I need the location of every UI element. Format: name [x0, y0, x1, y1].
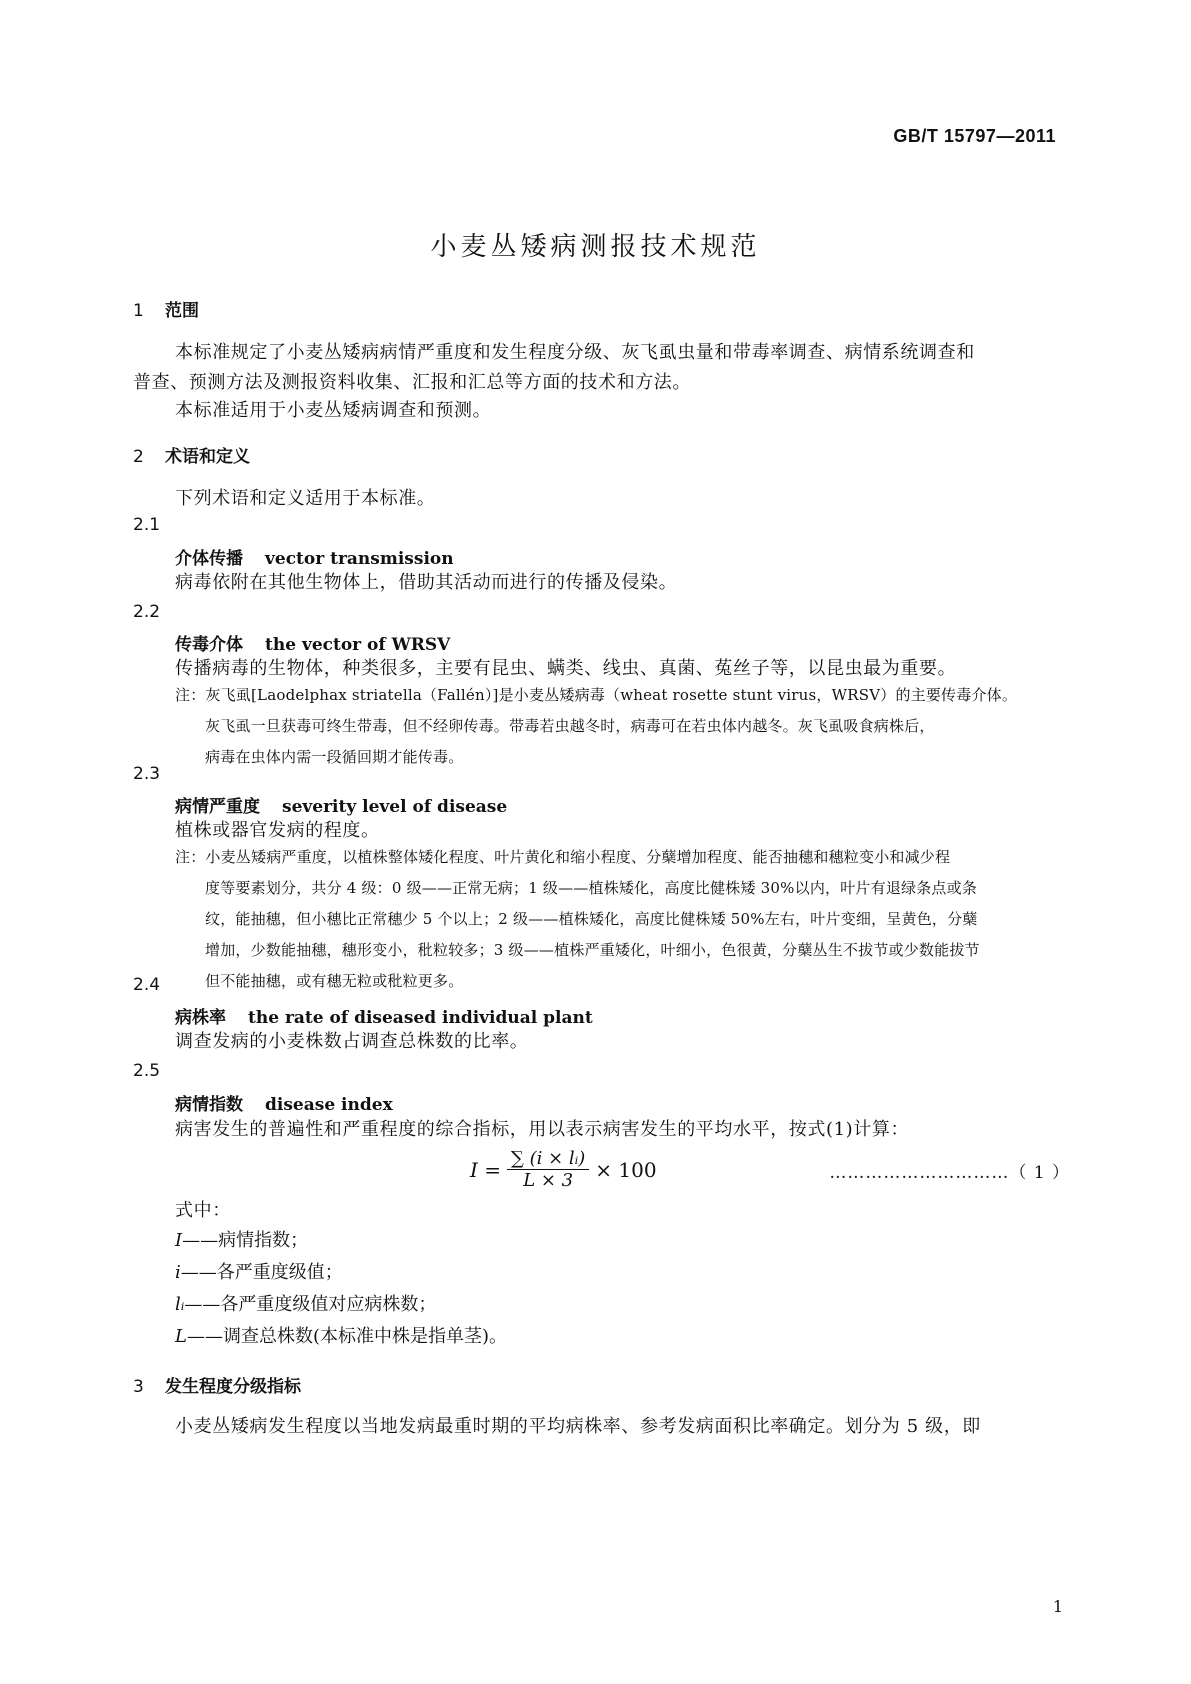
section-title: 范围 — [165, 301, 199, 321]
formula-factor: × 100 — [595, 1157, 657, 1182]
note — [175, 842, 1065, 997]
term-number: 2.1 — [133, 515, 161, 535]
section-number: 2 — [133, 447, 144, 467]
formula — [470, 1148, 657, 1191]
term-en: the vector of WRSV — [265, 635, 451, 655]
variable-desc: ——调查总株数(本标准中株是指单茎)。 — [186, 1326, 507, 1347]
variable-definition — [175, 1290, 436, 1316]
section-title: 术语和定义 — [165, 447, 250, 467]
formula-row — [470, 1148, 1070, 1198]
document-title: 小麦丛矮病测报技术规范 — [430, 232, 761, 262]
page-number: 1 — [1052, 1597, 1063, 1616]
note-line: 增加，少数能抽穗，穗形变小，秕粒较多；3 级——植株严重矮化，叶细小，色很黄，分蘖丛生不拔节或少数能拔节 — [205, 941, 980, 959]
term-definition: 植株或器官发病的程度。 — [175, 820, 380, 841]
paragraph: 下列术语和定义适用于本标准。 — [175, 488, 436, 509]
variable-desc: ——各严重度级值； — [180, 1262, 343, 1283]
variable-symbol: L — [175, 1326, 187, 1347]
term-definition: 传播病毒的生物体，种类很多，主要有昆虫、螨类、线虫、真菌、菟丝子等，以昆虫最为重要。 — [175, 658, 957, 679]
term-definition: 调查发病的小麦株数占调查总株数的比率。 — [175, 1031, 529, 1052]
formula-numerator: ∑ (i × lᵢ) — [507, 1148, 589, 1170]
note-line: 病毒在虫体内需一段循回期才能传毒。 — [205, 748, 464, 766]
term-en: severity level of disease — [282, 797, 508, 817]
note-line: 但不能抽穗，或有穗无粒或秕粒更多。 — [205, 972, 464, 990]
paragraph: 本标准规定了小麦丛矮病病情严重度和发生程度分级、灰飞虱虫量和带毒率调查、病情系统调查和 — [175, 342, 975, 363]
note-line: 纹，能抽穗，但小穗比正常穗少 5 个以上；2 级——植株矮化，高度比健株矮 50%左右，叶片变细，呈黄色，分蘖 — [205, 910, 978, 928]
standard-code: GB/T 15797—2011 — [893, 126, 1056, 146]
term-zh: 介体传播 — [175, 549, 243, 569]
term-number: 2.3 — [133, 764, 161, 784]
term-zh: 病株率 — [175, 1008, 226, 1028]
term-en: vector transmission — [265, 549, 454, 569]
formula-fraction — [507, 1148, 589, 1191]
term-definition: 病毒依附在其他生物体上，借助其活动而进行的传播及侵染。 — [175, 572, 678, 593]
term-heading — [175, 1090, 393, 1115]
section-number: 1 — [133, 301, 144, 321]
equation-number: …………………………（ 1 ） — [829, 1163, 1070, 1183]
variable-desc: ——病情指数； — [182, 1230, 309, 1251]
section-3-heading — [133, 1372, 301, 1397]
paragraph: 普查、预测方法及测报资料收集、汇报和汇总等方面的技术和方法。 — [133, 372, 691, 393]
term-number: 2.4 — [133, 975, 161, 995]
note-line: 灰飞虱一旦获毒可终生带毒，但不经卵传毒。带毒若虫越冬时，病毒可在若虫体内越冬。灰飞虱吸食病株后， — [205, 717, 935, 735]
variable-definition — [175, 1226, 308, 1252]
formula-denominator: L × 3 — [523, 1170, 574, 1191]
where-label: 式中： — [175, 1200, 231, 1221]
term-zh: 病情指数 — [175, 1095, 243, 1115]
paragraph: 小麦丛矮病发生程度以当地发病最重时期的平均病株率、参考发病面积比率确定。划分为 5 级，即 — [175, 1416, 981, 1437]
variable-symbol: i — [175, 1262, 181, 1283]
term-en: the rate of diseased individual plant — [248, 1008, 593, 1028]
paragraph: 本标准适用于小麦丛矮病调查和预测。 — [175, 400, 492, 421]
variable-definition — [175, 1322, 507, 1348]
variable-desc: ——各严重度级值对应病株数； — [184, 1294, 437, 1315]
term-zh: 传毒介体 — [175, 635, 243, 655]
formula-lhs: I = — [470, 1157, 502, 1182]
term-en: disease index — [265, 1095, 393, 1115]
variable-definition — [175, 1258, 343, 1284]
term-zh: 病情严重度 — [175, 797, 260, 817]
note — [175, 680, 1065, 773]
section-2-heading — [133, 442, 250, 467]
term-definition: 病害发生的普遍性和严重程度的综合指标，用以表示病害发生的平均水平，按式(1)计算： — [175, 1119, 910, 1140]
note-line: 注：小麦丛矮病严重度，以植株整体矮化程度、叶片黄化和缩小程度、分蘖增加程度、能否抽穗和穗粒变小和减少程 — [175, 848, 951, 866]
note-line: 注：灰飞虱[Laodelphax striatella（Fallén）]是小麦丛矮病毒（wheat rosette stunt virus，WRSV）的主要传毒介体。 — [175, 686, 1018, 704]
note-line: 度等要素划分，共分 4 级：0 级——正常无病；1 级——植株矮化，高度比健株矮 30%以内，叶片有退绿条点或条 — [205, 879, 978, 897]
variable-symbol: I — [175, 1230, 183, 1251]
variable-symbol: lᵢ — [175, 1294, 185, 1315]
term-number: 2.5 — [133, 1061, 161, 1081]
section-number: 3 — [133, 1377, 144, 1397]
section-title: 发生程度分级指标 — [165, 1377, 301, 1397]
section-1-heading — [133, 296, 199, 321]
term-number: 2.2 — [133, 602, 161, 622]
